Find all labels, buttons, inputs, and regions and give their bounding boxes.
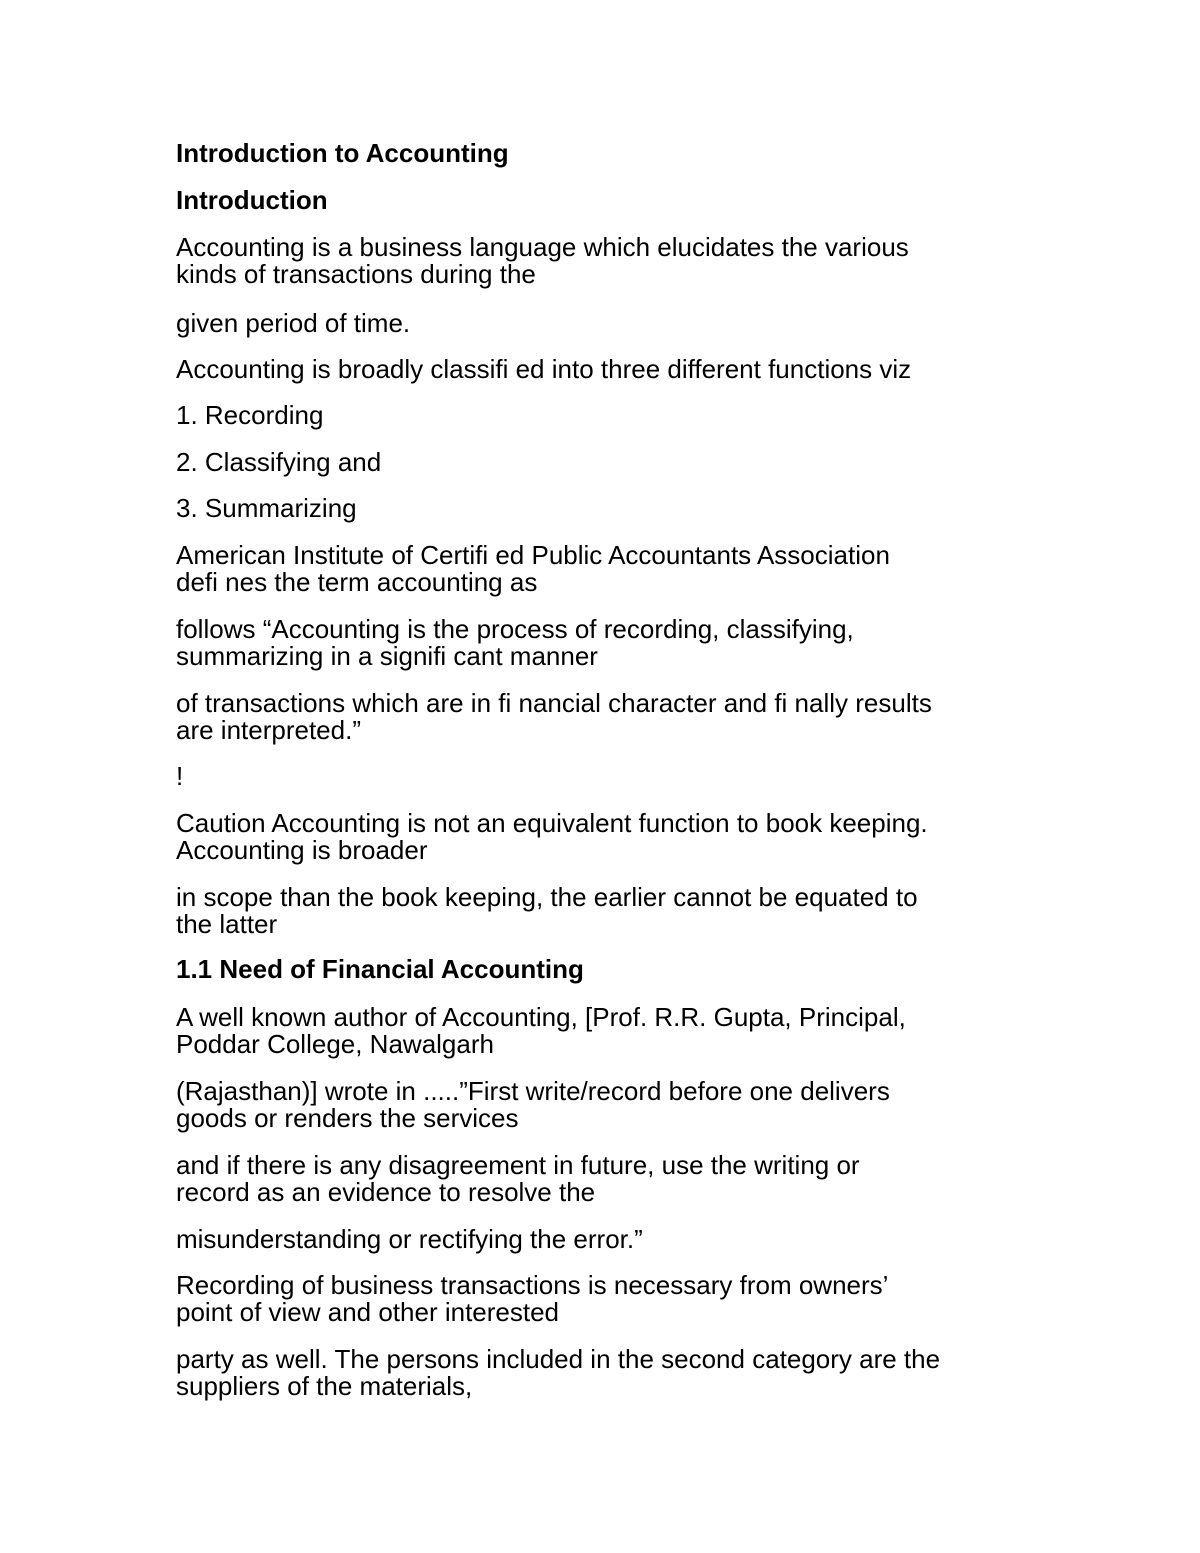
caution-marker: ! (176, 761, 184, 791)
paragraph: American Institute of Certifi ed Public Accountants Association defi nes the term accounting as (176, 540, 890, 597)
list-item: 3. Summarizing (176, 493, 357, 523)
paragraph: of transactions which are in fi nancial character and fi nally results are interpreted.” (176, 688, 932, 745)
section-heading-need: 1.1 Need of Financial Accounting (176, 954, 584, 984)
document-title: Introduction to Accounting (176, 138, 509, 168)
paragraph: A well known author of Accounting, [Prof. R.R. Gupta, Principal, Poddar College, Nawalgarh (176, 1002, 906, 1059)
list-item: 1. Recording (176, 400, 324, 430)
paragraph: Accounting is broadly classifi ed into three different functions viz (176, 354, 912, 384)
section-heading-introduction: Introduction (176, 185, 328, 215)
paragraph: (Rajasthan)] wrote in .....”First write/record before one delivers goods or renders the services (176, 1076, 890, 1133)
paragraph: given period of time. (176, 308, 411, 338)
paragraph: and if there is any disagreement in future, use the writing or record as an evidence to resolve the (176, 1150, 860, 1207)
caution-paragraph: Caution Accounting is not an equivalent function to book keeping. Accounting is broader (176, 808, 928, 865)
caution-paragraph: in scope than the book keeping, the earlier cannot be equated to the latter (176, 882, 918, 939)
paragraph: party as well. The persons included in the second category are the suppliers of the materials, (176, 1344, 941, 1401)
paragraph: follows “Accounting is the process of recording, classifying, summarizing in a signifi cant manner (176, 614, 854, 671)
paragraph: misunderstanding or rectifying the error.” (176, 1224, 643, 1254)
paragraph: Accounting is a business language which elucidates the various kinds of transactions during the (176, 232, 909, 289)
list-item: 2. Classifying and (176, 447, 382, 477)
paragraph: Recording of business transactions is necessary from owners’ point of view and other interested (176, 1270, 889, 1327)
